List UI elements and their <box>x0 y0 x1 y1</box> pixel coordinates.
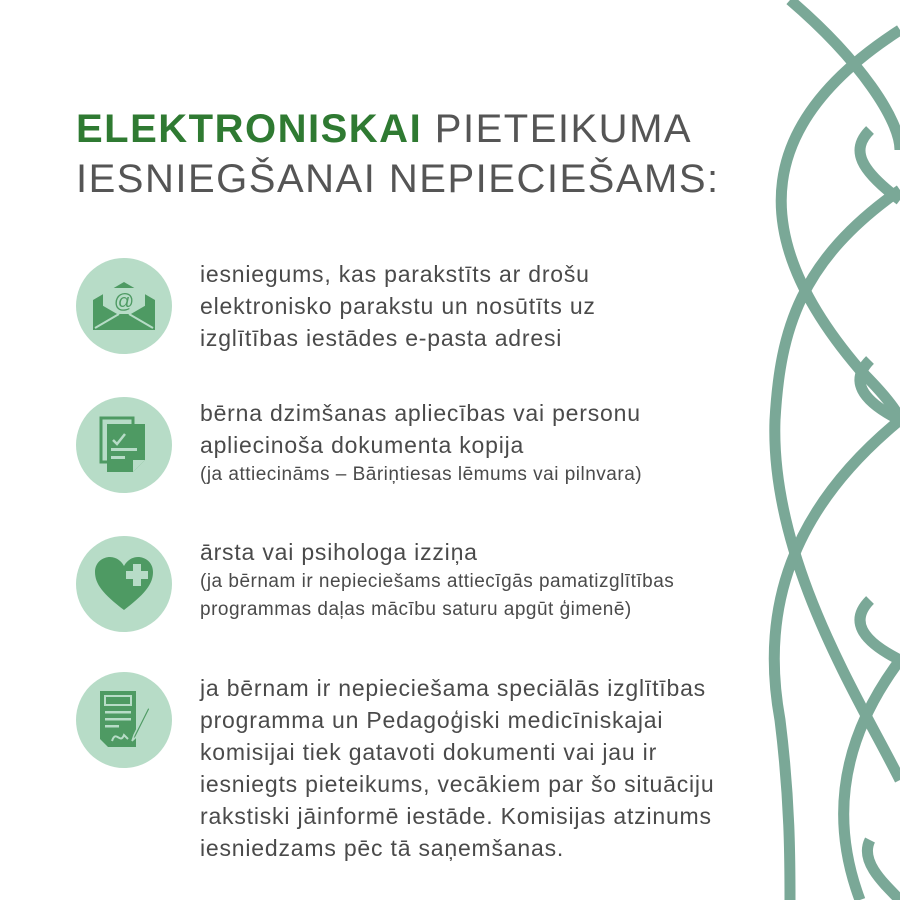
envelope-at-icon <box>91 280 157 332</box>
text-line: programma un Pedagoģiski medicīniskajai <box>200 707 664 733</box>
svg-text:@: @ <box>113 291 135 313</box>
item-text <box>200 672 714 864</box>
text-line: iesniegts pieteikums, vecākiem par šo situāciju <box>200 771 715 797</box>
title-highlight: ELEKTRONISKAI <box>76 107 423 151</box>
text-line: ja bērnam ir nepieciešama speciālās izglītības <box>200 675 706 701</box>
heart-plus-icon <box>93 556 155 612</box>
icon-circle <box>76 397 172 493</box>
text-note: (ja attiecināms – Bāriņtiesas lēmums vai pilnvara) <box>200 464 643 485</box>
text-line: iesniegums, kas parakstīts ar drošu <box>200 261 590 287</box>
document-copy-check-icon <box>99 416 149 474</box>
text-line: elektronisko parakstu un nosūtīts uz <box>200 293 596 319</box>
text-line: izglītības iestādes e-pasta adresi <box>200 325 563 351</box>
icon-circle <box>76 258 172 354</box>
text-note: programmas daļas mācību saturu apgūt ģimenē) <box>200 599 632 620</box>
signed-document-icon <box>96 689 152 751</box>
icon-circle <box>76 672 172 768</box>
item-text <box>200 397 642 489</box>
text-line: iesniedzams pēc tā saņemšanas. <box>200 835 565 861</box>
item-text <box>200 258 596 354</box>
page-title <box>76 104 720 204</box>
text-line: komisijai tiek gatavoti dokumenti vai jau ir <box>200 739 658 765</box>
title-line2: IESNIEGŠANAI NEPIECIEŠAMS: <box>76 157 720 201</box>
text-line: ārsta vai psihologa izziņa <box>200 539 478 565</box>
text-note: (ja bērnam ir nepieciešams attiecīgās pamatizglītības <box>200 571 675 592</box>
text-line: apliecinoša dokumenta kopija <box>200 432 525 458</box>
item-text <box>200 536 674 624</box>
icon-circle <box>76 536 172 632</box>
text-line: bērna dzimšanas apliecības vai personu <box>200 400 641 426</box>
text-line: rakstiski jāinformē iestāde. Komisijas atzinums <box>200 803 712 829</box>
title-rest: PIETEIKUMA <box>422 107 693 151</box>
